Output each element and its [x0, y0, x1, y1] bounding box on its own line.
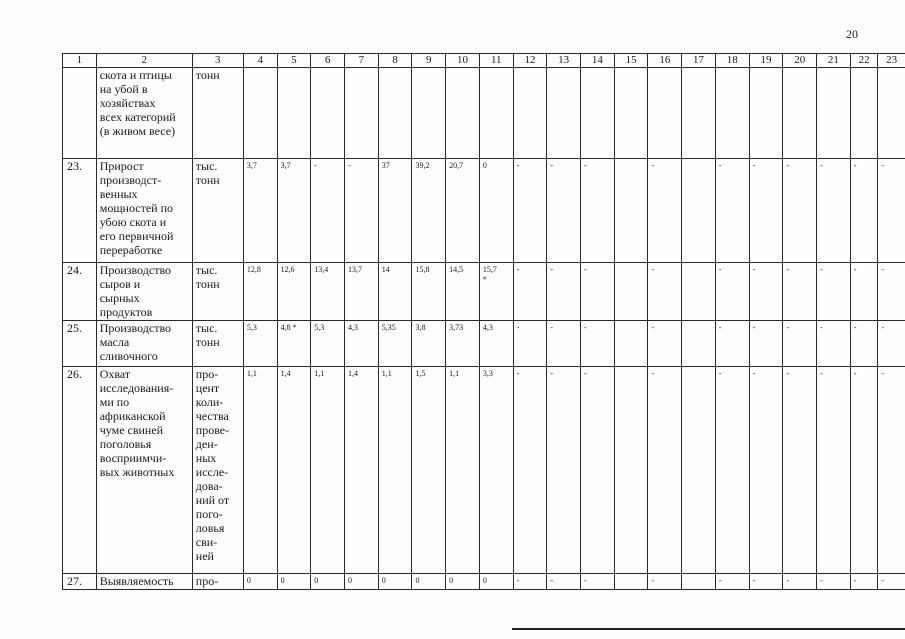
- value-cell: 20,7: [446, 159, 480, 263]
- value-cell: -: [547, 574, 581, 590]
- unit-cell: тонн: [192, 68, 243, 159]
- header-cell: 6: [311, 54, 345, 68]
- value-cell: -: [850, 321, 878, 367]
- value-cell: -: [648, 367, 682, 574]
- value-cell: 3,73: [446, 321, 480, 367]
- value-cell: 14: [378, 263, 412, 321]
- value-cell: [749, 68, 783, 159]
- value-cell: 5,35: [378, 321, 412, 367]
- value-cell: [614, 574, 648, 590]
- table-row: [63, 321, 905, 367]
- header-cell: 18: [715, 54, 749, 68]
- value-cell: [715, 68, 749, 159]
- value-cell: [547, 68, 581, 159]
- value-cell: -: [878, 367, 905, 574]
- value-cell: -: [581, 159, 615, 263]
- value-cell: 3,7: [243, 159, 277, 263]
- value-cell: -: [878, 159, 905, 263]
- value-cell: -: [311, 159, 345, 263]
- value-cell: -: [783, 263, 817, 321]
- value-cell: [311, 68, 345, 159]
- header-cell: 20: [783, 54, 817, 68]
- value-cell: [878, 68, 905, 159]
- indicator-name: Прирост производст- венных мощностей по убою скота и его первичной переработке: [96, 159, 192, 263]
- header-cell: 22: [850, 54, 878, 68]
- value-cell: -: [547, 263, 581, 321]
- value-cell: -: [783, 321, 817, 367]
- value-cell: [412, 68, 446, 159]
- unit-cell: про-: [192, 574, 243, 590]
- value-cell: -: [581, 367, 615, 574]
- value-cell: [345, 68, 379, 159]
- value-cell: [614, 68, 648, 159]
- indicator-name: Производство масла сливочного: [96, 321, 192, 367]
- header-cell: 10: [446, 54, 480, 68]
- value-cell: -: [547, 159, 581, 263]
- value-cell: 0: [479, 574, 513, 590]
- value-cell: 1,1: [378, 367, 412, 574]
- value-cell: -: [817, 574, 851, 590]
- value-cell: [277, 68, 311, 159]
- value-cell: 12,8: [243, 263, 277, 321]
- page-number: 20: [846, 27, 858, 41]
- value-cell: 0: [243, 574, 277, 590]
- value-cell: [850, 68, 878, 159]
- value-cell: -: [817, 263, 851, 321]
- value-cell: 13,7: [345, 263, 379, 321]
- value-cell: -: [850, 159, 878, 263]
- value-cell: -: [513, 321, 547, 367]
- header-cell: 2: [96, 54, 192, 68]
- value-cell: [682, 574, 716, 590]
- row-number: 27.: [63, 574, 97, 590]
- value-cell: -: [817, 321, 851, 367]
- value-cell: [243, 68, 277, 159]
- header-cell: 15: [614, 54, 648, 68]
- value-cell: -: [850, 263, 878, 321]
- value-cell: [682, 159, 716, 263]
- value-cell: 12,6: [277, 263, 311, 321]
- value-cell: 14,5: [446, 263, 480, 321]
- value-cell: 1,1: [311, 367, 345, 574]
- value-cell: [614, 367, 648, 574]
- header-cell: 23: [878, 54, 905, 68]
- value-cell: -: [648, 263, 682, 321]
- value-cell: -: [817, 367, 851, 574]
- value-cell: -: [783, 367, 817, 574]
- value-cell: [682, 68, 716, 159]
- value-cell: 3,8: [412, 321, 446, 367]
- value-cell: [581, 68, 615, 159]
- value-cell: 5,3: [243, 321, 277, 367]
- indicator-name: Выявляемость: [96, 574, 192, 590]
- value-cell: 0: [446, 574, 480, 590]
- row-number: 25.: [63, 321, 97, 367]
- indicator-name: Охват исследования- ми по африканской чуме свиней поголовья восприимчи- вых животных: [96, 367, 192, 574]
- value-cell: 4,3: [345, 321, 379, 367]
- value-cell: -: [850, 367, 878, 574]
- row-number: 23.: [63, 159, 97, 263]
- value-cell: [682, 321, 716, 367]
- value-cell: 4,3: [479, 321, 513, 367]
- table-row: [63, 68, 905, 159]
- value-cell: [479, 68, 513, 159]
- unit-cell: про- цент коли- чества прове- ден- ных иссле- дова- ний от пого- ловья сви- ней: [192, 367, 243, 574]
- table-row: [63, 574, 905, 590]
- value-cell: -: [513, 574, 547, 590]
- value-cell: -: [513, 263, 547, 321]
- unit-cell: тыс. тонн: [192, 159, 243, 263]
- header-cell: 8: [378, 54, 412, 68]
- value-cell: -: [715, 367, 749, 574]
- value-cell: [614, 159, 648, 263]
- header-cell: 11: [479, 54, 513, 68]
- header-cell: 14: [581, 54, 615, 68]
- value-cell: 5,3: [311, 321, 345, 367]
- unit-cell: тыс. тонн: [192, 321, 243, 367]
- header-cell: 12: [513, 54, 547, 68]
- value-cell: [682, 263, 716, 321]
- header-cell: 17: [682, 54, 716, 68]
- value-cell: -: [547, 321, 581, 367]
- value-cell: 15,8: [412, 263, 446, 321]
- table-row: [63, 159, 905, 263]
- value-cell: -: [783, 159, 817, 263]
- value-cell: -: [547, 367, 581, 574]
- indicator-name: Производство сыров и сырных продуктов: [96, 263, 192, 321]
- value-cell: -: [513, 367, 547, 574]
- header-cell: 5: [277, 54, 311, 68]
- header-cell: 13: [547, 54, 581, 68]
- value-cell: -: [817, 159, 851, 263]
- value-cell: -: [749, 159, 783, 263]
- value-cell: 0: [345, 574, 379, 590]
- header-cell: 19: [749, 54, 783, 68]
- header-cell: 16: [648, 54, 682, 68]
- value-cell: 0: [277, 574, 311, 590]
- value-cell: -: [345, 159, 379, 263]
- value-cell: 13,4: [311, 263, 345, 321]
- value-cell: -: [715, 321, 749, 367]
- value-cell: -: [783, 574, 817, 590]
- value-cell: [648, 68, 682, 159]
- value-cell: -: [878, 321, 905, 367]
- value-cell: -: [648, 574, 682, 590]
- value-cell: 1,4: [277, 367, 311, 574]
- value-cell: -: [749, 574, 783, 590]
- value-cell: -: [581, 574, 615, 590]
- indicator-name: скота и птицы на убой в хозяйствах всех категорий (в живом весе): [96, 68, 192, 159]
- value-cell: 4,8 *: [277, 321, 311, 367]
- header-row: [63, 54, 905, 68]
- value-cell: [614, 263, 648, 321]
- value-cell: [513, 68, 547, 159]
- table-row: [63, 367, 905, 574]
- value-cell: -: [715, 159, 749, 263]
- value-cell: 3,3: [479, 367, 513, 574]
- value-cell: 1,1: [446, 367, 480, 574]
- value-cell: -: [749, 321, 783, 367]
- header-cell: 1: [63, 54, 97, 68]
- row-number: [63, 68, 97, 159]
- value-cell: -: [581, 321, 615, 367]
- value-cell: 37: [378, 159, 412, 263]
- value-cell: -: [878, 574, 905, 590]
- value-cell: 3,7: [277, 159, 311, 263]
- value-cell: 15,7 *: [479, 263, 513, 321]
- header-cell: 21: [817, 54, 851, 68]
- bottom-rule: [512, 628, 905, 630]
- value-cell: -: [749, 367, 783, 574]
- header-cell: 4: [243, 54, 277, 68]
- value-cell: -: [581, 263, 615, 321]
- value-cell: [446, 68, 480, 159]
- value-cell: -: [878, 263, 905, 321]
- value-cell: -: [850, 574, 878, 590]
- row-number: 26.: [63, 367, 97, 574]
- table-row: [63, 263, 905, 321]
- value-cell: -: [648, 159, 682, 263]
- value-cell: [378, 68, 412, 159]
- value-cell: [783, 68, 817, 159]
- row-number: 24.: [63, 263, 97, 321]
- header-cell: 3: [192, 54, 243, 68]
- value-cell: -: [715, 263, 749, 321]
- value-cell: [614, 321, 648, 367]
- value-cell: -: [749, 263, 783, 321]
- unit-cell: тыс. тонн: [192, 263, 243, 321]
- value-cell: -: [513, 159, 547, 263]
- value-cell: 39,2: [412, 159, 446, 263]
- value-cell: 0: [378, 574, 412, 590]
- value-cell: -: [715, 574, 749, 590]
- value-cell: [682, 367, 716, 574]
- header-cell: 7: [345, 54, 379, 68]
- value-cell: -: [648, 321, 682, 367]
- value-cell: [817, 68, 851, 159]
- indicators-table: [62, 53, 905, 590]
- value-cell: 1,4: [345, 367, 379, 574]
- value-cell: 0: [412, 574, 446, 590]
- header-cell: 9: [412, 54, 446, 68]
- value-cell: 1,1: [243, 367, 277, 574]
- value-cell: 0: [479, 159, 513, 263]
- value-cell: 1,5: [412, 367, 446, 574]
- value-cell: 0: [311, 574, 345, 590]
